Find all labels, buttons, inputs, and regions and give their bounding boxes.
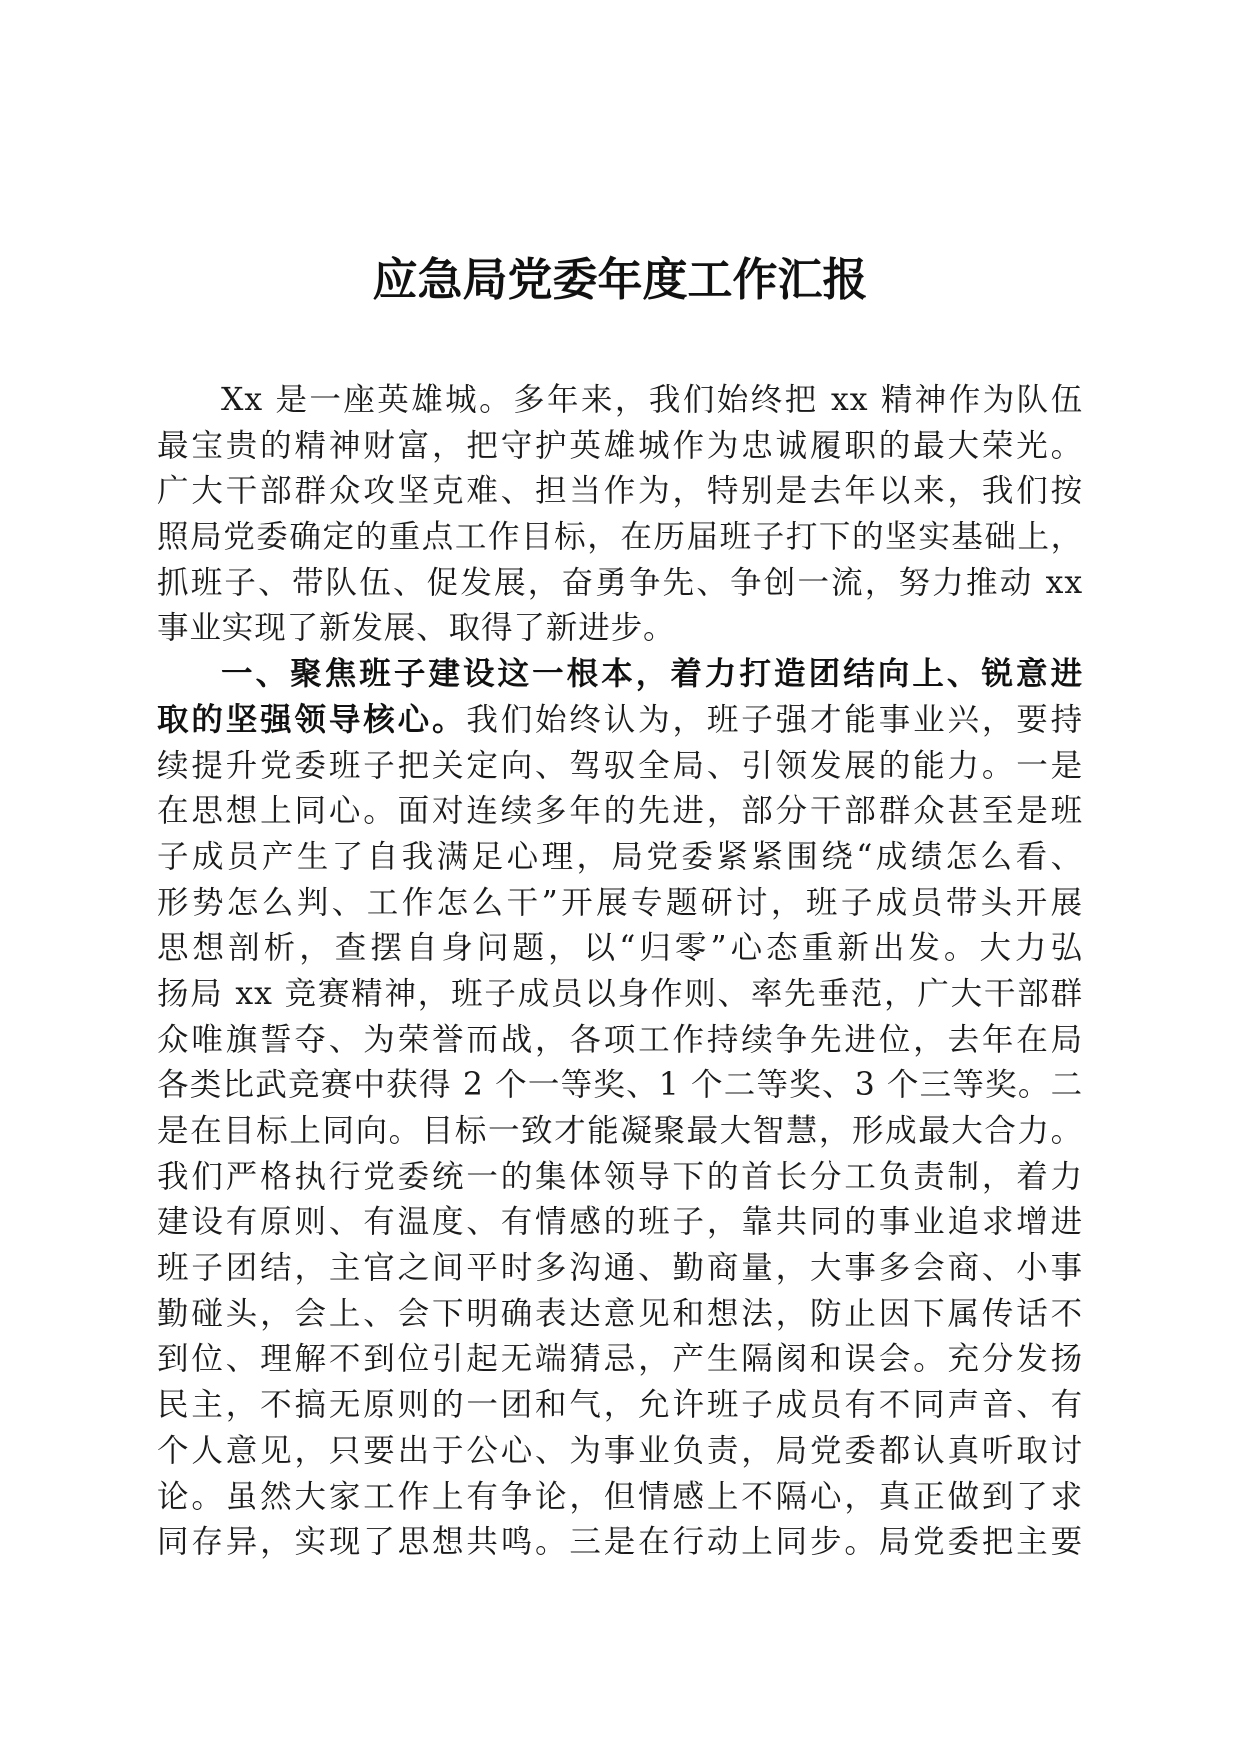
- text-line: 在思想上同心。面对连续多年的先进，部分干部群众甚至是班: [157, 793, 1083, 830]
- text-line: Xx 是一座英雄城。多年来，我们始终把 xx 精神作为队伍: [221, 382, 1083, 418]
- document-title: 应急局党委年度工作汇报: [372, 253, 868, 306]
- paragraph-section-one: [157, 652, 1083, 1566]
- text-line: 扬局 xx 竞赛精神，班子成员以身作则、率先垂范，广大干部群: [157, 975, 1083, 1012]
- text-line-rest: 我们始终认为，班子强才能事业兴，要持: [466, 701, 1083, 738]
- text-line: 最宝贵的精神财富，把守护英雄城作为忠诚履职的最大荣光。: [157, 427, 1083, 464]
- text-line: 是在目标上同向。目标一致才能凝聚最大智慧，形成最大合力。: [157, 1113, 1083, 1149]
- text-line: 广大干部群众攻坚克难、担当作为，特别是去年以来，我们按: [157, 473, 1083, 510]
- text-line: 同存异，实现了思想共鸣。三是在行动上同步。局党委把主要: [157, 1524, 1083, 1561]
- text-line: 勤碰头，会上、会下明确表达意见和想法，防止因下属传话不: [157, 1295, 1083, 1332]
- text-line: 到位、理解不到位引起无端猜忌，产生隔阂和误会。充分发扬: [157, 1341, 1083, 1378]
- document-body: [157, 378, 1083, 1566]
- text-line: 众唯旗誓夺、为荣誉而战，各项工作持续争先进位，去年在局: [157, 1021, 1083, 1058]
- text-line: 班子团结，主官之间平时多沟通、勤商量，大事多会商、小事: [157, 1250, 1083, 1287]
- text-line: 照局党委确定的重点工作目标，在历届班子打下的坚实基础上，: [157, 519, 1083, 556]
- text-line: 事业实现了新发展、取得了新进步。: [157, 610, 676, 647]
- text-line: [157, 698, 1083, 744]
- text-line: 我们严格执行党委统一的集体领导下的首长分工负责制，着力: [157, 1158, 1083, 1195]
- section-heading-end: 取的坚强领导核心。: [157, 701, 467, 738]
- text-line: 形势怎么判、工作怎么干”开展专题研讨，班子成员带头开展: [157, 884, 1083, 921]
- text-line: 抓班子、带队伍、促发展，奋勇争先、争创一流，努力推动 xx: [157, 564, 1083, 601]
- text-line: 民主，不搞无原则的一团和气，允许班子成员有不同声音、有: [157, 1387, 1083, 1424]
- text-line: 子成员产生了自我满足心理，局党委紧紧围绕“成绩怎么看、: [157, 838, 1083, 875]
- text-line: 思想剖析，查摆自身问题，以“归零”心态重新出发。大力弘: [157, 930, 1083, 967]
- text-line: 建设有原则、有温度、有情感的班子，靠共同的事业追求增进: [157, 1204, 1083, 1241]
- text-line: 论。虽然大家工作上有争论，但情感上不隔心，真正做到了求: [157, 1478, 1083, 1515]
- text-line: 续提升党委班子把关定向、驾驭全局、引领发展的能力。一是: [157, 747, 1083, 784]
- text-line: 各类比武竞赛中获得 2 个一等奖、1 个二等奖、3 个三等奖。二: [157, 1067, 1083, 1104]
- text-line: 个人意见，只要出于公心、为事业负责，局党委都认真听取讨: [157, 1432, 1083, 1469]
- paragraph-intro: [157, 378, 1083, 652]
- section-heading: 一、聚焦班子建设这一根本，着力打造团结向上、锐意进: [221, 656, 1083, 693]
